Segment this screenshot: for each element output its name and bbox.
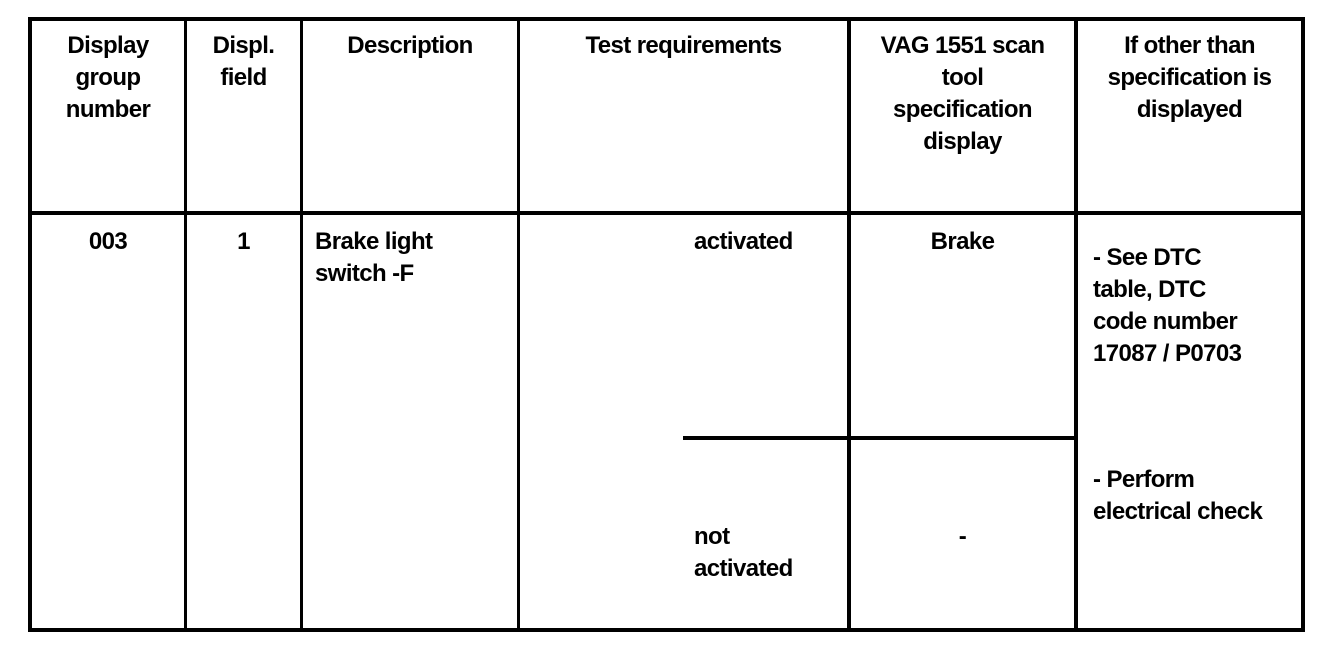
- header-displ-field: Displ. field: [212, 32, 275, 91]
- column-divider: [184, 17, 187, 632]
- header-separator: [28, 211, 1305, 215]
- table-border-top: [28, 17, 1305, 21]
- header-scan-tool-spec: VAG 1551 scan tool specification display: [880, 32, 1045, 155]
- cell-spec-brake: Brake: [930, 228, 995, 255]
- cell-test-activated: activated: [694, 228, 793, 255]
- cell-spec-dash: -: [958, 523, 967, 550]
- header-description: Description: [347, 32, 473, 59]
- cell-displ-field: 1: [237, 228, 250, 255]
- table-border-right: [1301, 17, 1305, 632]
- header-if-other: If other than specification is displayed: [1107, 32, 1272, 123]
- cell-if-other-dtc: - See DTC table, DTC code number 17087 / P0703: [1093, 244, 1242, 367]
- column-divider: [300, 17, 303, 632]
- row-separator-partial: [683, 436, 1077, 440]
- cell-if-other-electrical: - Perform electrical check: [1093, 466, 1263, 525]
- cell-description: Brake light switch -F: [315, 228, 433, 287]
- cell-test-not-activated: not activated: [694, 523, 793, 582]
- header-test-requirements: Test requirements: [585, 32, 782, 59]
- table-border-bottom: [28, 628, 1305, 632]
- column-divider: [517, 17, 520, 632]
- header-display-group-number: Display group number: [65, 32, 151, 123]
- cell-display-group-number: 003: [88, 228, 128, 255]
